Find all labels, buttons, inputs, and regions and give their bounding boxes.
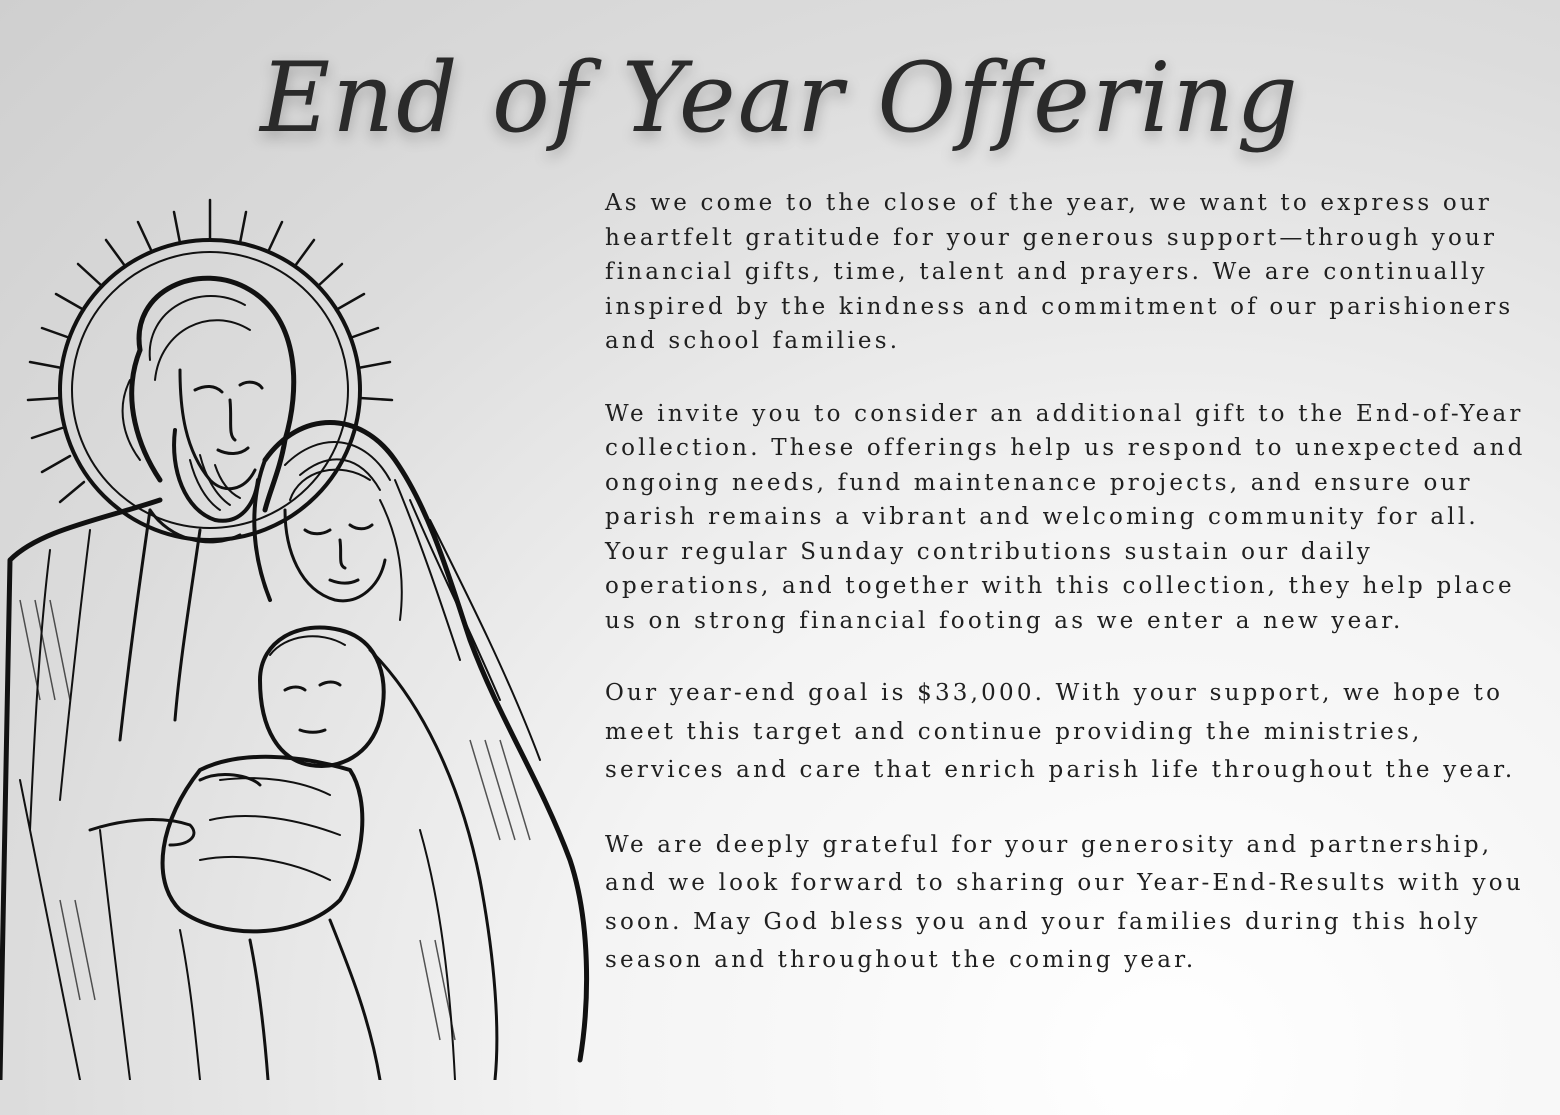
halo-icon (28, 200, 392, 540)
holy-family-illustration (0, 180, 600, 1080)
paragraph-invitation: We invite you to consider an additional gift to the End-of-Year collection. These offerings help us respond to unexpected and ongoing needs, fund maintenance projects, and ensure our parish remains a vibrant and welcoming community for all. Your regular Sunday contributions sustain our daily operations, and together with this collection, they help place us on strong financial footing as we enter a new year. (605, 400, 1526, 634)
letter-body (605, 186, 1530, 980)
paragraph-gratitude: As we come to the close of the year, we want to express our heartfelt gratitude for your generous support—through your financial gifts, time, talent and prayers. We are continually inspired by the kindness and commitment of our parishioners and school families. (605, 190, 1514, 354)
paragraph-blessing: We are deeply grateful for your generosity and partnership, and we look forward to sharing our Year-End-Results with you soon. May God bless you and your families during this holy season and throughout the coming year. (605, 831, 1524, 973)
page-title: End of Year Offering (260, 42, 1300, 154)
paragraph-goal: Our year-end goal is $33,000. With your support, we hope to meet this target and continue providing the ministries, services and care that enrich parish life throughout the year. (605, 680, 1516, 783)
